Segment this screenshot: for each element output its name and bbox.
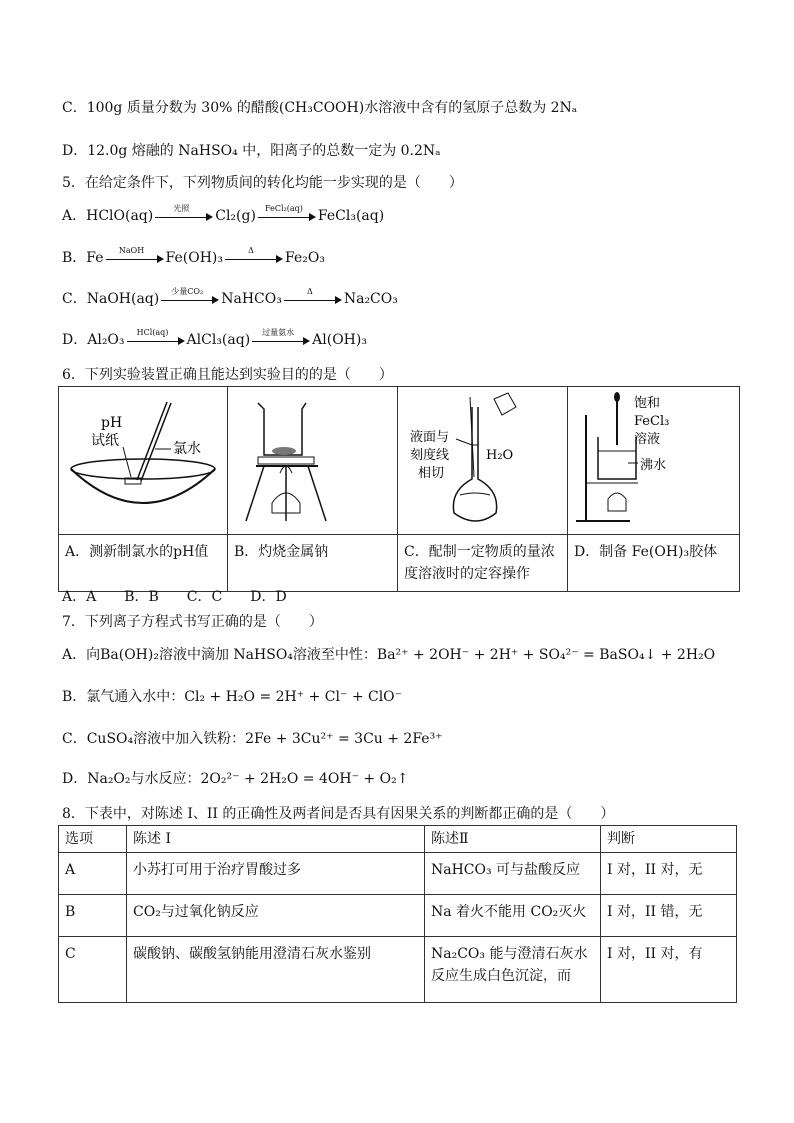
evaporating-dish-figure bbox=[59, 387, 227, 533]
chlorine-water-label: 氯水 bbox=[173, 441, 201, 457]
caption-c: C．配制一定物质的量浓度溶液时的定容操作 bbox=[398, 535, 568, 592]
table-row bbox=[59, 853, 737, 895]
q7-stem: 7．下列离子方程式书写正确的是（ ） bbox=[62, 614, 323, 630]
q6-answer-options: A．A B．B C．C D．D bbox=[62, 589, 287, 605]
q6-stem: 6．下列实验装置正确且能达到实验目的的是（ ） bbox=[62, 367, 393, 383]
caption-a: A．测新制氯水的pH值 bbox=[59, 535, 228, 592]
caption-b: B．灼烧金属钠 bbox=[228, 535, 398, 592]
liquid-level-label-3: 相切 bbox=[418, 466, 445, 481]
option-label: D． bbox=[62, 332, 88, 348]
q5-option-d bbox=[62, 330, 367, 350]
arrow-condition: 少量CO₂ bbox=[171, 287, 204, 296]
q7-option-b: B．氯气通入水中：Cl₂ + H₂O = 2H⁺ + Cl⁻ + ClO⁻ bbox=[62, 689, 403, 705]
reaction-arrow bbox=[155, 204, 213, 223]
beaker-on-tripod-figure bbox=[228, 387, 397, 533]
solution-label: 溶液 bbox=[634, 432, 661, 447]
row-statement-1: CO₂与过氧化钠反应 bbox=[127, 895, 425, 937]
reaction-arrow bbox=[106, 246, 164, 265]
intermediate: Cl₂(g) bbox=[215, 208, 256, 224]
row-statement-1: 小苏打可用于治疗胃酸过多 bbox=[127, 853, 425, 895]
reactant: NaOH(aq) bbox=[86, 291, 160, 307]
figure-colloid-prep bbox=[568, 387, 740, 535]
q5-option-a bbox=[62, 206, 384, 226]
arrow-condition: 过量氨水 bbox=[262, 328, 295, 337]
reactant: HClO(aq) bbox=[86, 208, 154, 224]
q6-apparatus-table bbox=[58, 386, 740, 592]
table-row bbox=[59, 895, 737, 937]
q7-option-a: A．向Ba(OH)₂溶液中滴加 NaHSO₄溶液至中性：Ba²⁺ + 2OH⁻ + 2H⁺ + SO₄²⁻ = BaSO₄↓ + 2H₂O bbox=[62, 647, 716, 663]
option-label: C． bbox=[62, 291, 87, 307]
row-statement-2: NaHCO₃ 可与盐酸反应 bbox=[425, 853, 601, 895]
saturated-label: 饱和 bbox=[634, 396, 661, 411]
row-judgement: I 对，II 错，无 bbox=[601, 895, 737, 937]
figure-volumetric-flask bbox=[398, 387, 568, 535]
table-row bbox=[59, 937, 737, 1003]
header-option: 选项 bbox=[59, 826, 127, 853]
reaction-arrow bbox=[127, 328, 185, 347]
row-option: C bbox=[59, 937, 127, 1003]
reaction-arrow bbox=[161, 287, 219, 306]
reaction-arrow bbox=[258, 204, 316, 223]
row-statement-1: 碳酸钠、碳酸氢钠能用澄清石灰水鉴别 bbox=[127, 937, 425, 1003]
intermediate: Fe(OH)₃ bbox=[165, 250, 223, 266]
product: Fe₂O₃ bbox=[285, 250, 325, 266]
product: FeCl₃(aq) bbox=[317, 208, 385, 224]
volumetric-flask-figure bbox=[398, 387, 567, 533]
q7-option-c: C．CuSO₄溶液中加入铁粉：2Fe + 3Cu²⁺ = 3Cu + 2Fe³⁺ bbox=[62, 731, 443, 747]
ph-label: pH bbox=[101, 415, 123, 431]
q4-option-c: C．100g 质量分数为 30% 的醋酸(CH₃COOH)水溶液中含有的氢原子总数为 2Nₐ bbox=[62, 100, 578, 116]
arrow-condition: Δ bbox=[248, 246, 254, 255]
header-statement-2: 陈述Ⅱ bbox=[425, 826, 601, 853]
header-statement-1: 陈述 I bbox=[127, 826, 425, 853]
intermediate: AlCl₃(aq) bbox=[186, 332, 251, 348]
q8-stem: 8．下表中，对陈述 I、II 的正确性及两者间是否具有因果关系的判断都正确的是（ ） bbox=[62, 806, 615, 822]
colloid-setup-figure bbox=[568, 387, 739, 533]
q8-table bbox=[58, 825, 737, 1003]
row-judgement: I 对，II 对，有 bbox=[601, 937, 737, 1003]
arrow-condition: HCl(aq) bbox=[136, 328, 169, 337]
paper-label: 试纸 bbox=[91, 433, 119, 449]
row-option: B bbox=[59, 895, 127, 937]
reaction-arrow bbox=[252, 328, 310, 347]
arrow-condition: NaOH bbox=[118, 246, 145, 255]
row-statement-2: Na₂CO₃ 能与澄清石灰水反应生成白色沉淀，而 bbox=[425, 937, 601, 1003]
reactant: Fe bbox=[86, 250, 104, 266]
reaction-arrow bbox=[225, 246, 283, 265]
q5-option-b bbox=[62, 248, 325, 268]
arrow-condition: FeCl₂(aq) bbox=[264, 204, 303, 213]
boiling-water-label: 沸水 bbox=[640, 458, 667, 473]
header-judgement: 判断 bbox=[601, 826, 737, 853]
arrow-condition: 光照 bbox=[173, 204, 190, 213]
product: Na₂CO₃ bbox=[343, 291, 398, 307]
reactant: Al₂O₃ bbox=[87, 332, 125, 348]
q5-option-c bbox=[62, 289, 398, 309]
fecl3-label: FeCl₃ bbox=[634, 414, 670, 429]
row-statement-2: Na 着火不能用 CO₂灭火 bbox=[425, 895, 601, 937]
q7-option-d: D．Na₂O₂与水反应：2O₂²⁻ + 2H₂O = 4OH⁻ + O₂↑ bbox=[62, 771, 409, 787]
q4-option-d: D．12.0g 熔融的 NaHSO₄ 中，阳离子的总数一定为 0.2Nₐ bbox=[62, 143, 441, 159]
product: Al(OH)₃ bbox=[312, 332, 367, 348]
water-label: H₂O bbox=[486, 448, 514, 463]
arrow-condition: Δ bbox=[306, 287, 313, 296]
q5-stem: 5．在给定条件下，下列物质间的转化均能一步实现的是（ ） bbox=[62, 175, 463, 191]
reaction-arrow bbox=[284, 287, 342, 306]
option-label: A． bbox=[62, 208, 87, 224]
option-label: B． bbox=[62, 250, 87, 266]
row-judgement: I 对，II 对，无 bbox=[601, 853, 737, 895]
row-option: A bbox=[59, 853, 127, 895]
figure-burn-sodium bbox=[228, 387, 398, 535]
intermediate: NaHCO₃ bbox=[221, 291, 282, 307]
liquid-level-label-1: 液面与 bbox=[410, 430, 450, 445]
liquid-level-label-2: 刻度线 bbox=[410, 448, 450, 463]
caption-d: D．制备 Fe(OH)₃胶体 bbox=[568, 535, 740, 592]
figure-ph-test bbox=[59, 387, 228, 535]
